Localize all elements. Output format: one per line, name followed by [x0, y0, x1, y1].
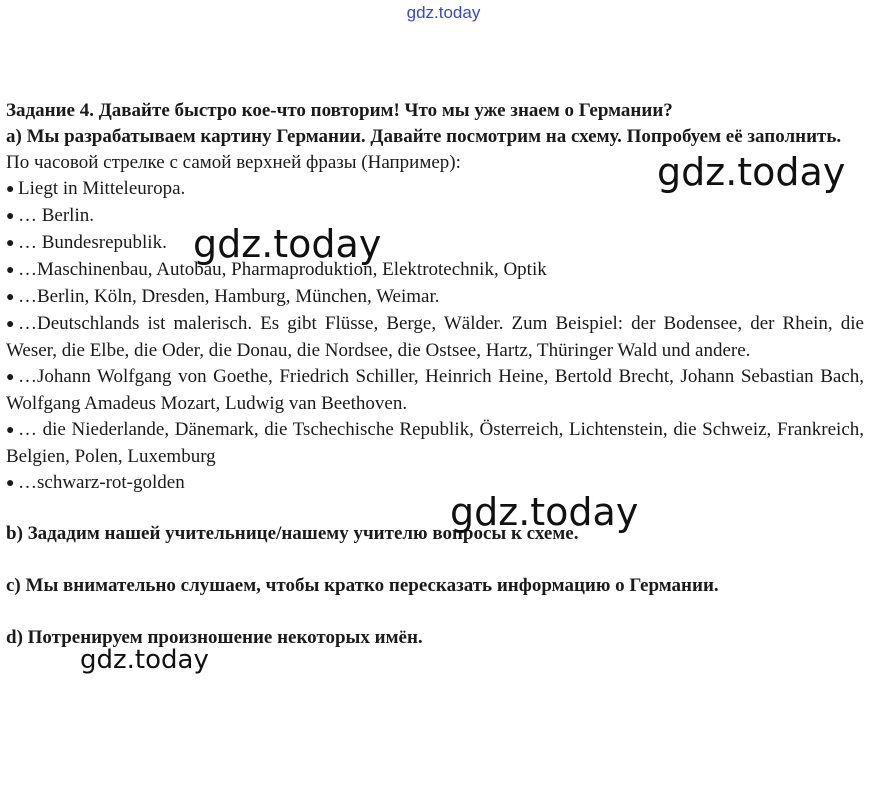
- watermark-text: gdz.today: [657, 150, 846, 194]
- bullet-dot-icon: ●: [6, 423, 15, 438]
- bullet-dot-icon: ●: [6, 182, 15, 197]
- list-item: [6, 203, 864, 230]
- task-instruction: По часовой стрелке с самой верхней фразы (Например):: [6, 152, 461, 173]
- spacer: [6, 497, 864, 521]
- list-item-text: … die Niederlande, Dänemark, die Tschechische Republik, Österreich, Lichtenstein, die Schweiz, Frankreich, Belgien, Polen, Luxemburg: [6, 419, 864, 467]
- watermark-text: gdz.today: [193, 222, 382, 266]
- list-item: [6, 364, 864, 417]
- list-item-text: …Deutschlands ist malerisch. Es gibt Flüsse, Berge, Wälder. Zum Beispiel: der Bodensee, der Rhein, die Weser, die Elbe, die Oder, die Donau, die Nordsee, die Ostsee, Hartz, Thüringer Wald und andere.: [6, 313, 864, 361]
- bullet-dot-icon: ●: [6, 290, 15, 305]
- list-item: [6, 311, 864, 364]
- list-item-text: … Berlin.: [18, 205, 94, 226]
- bullet-dot-icon: ●: [6, 370, 15, 385]
- list-item-text: … Bundesrepublik.: [18, 232, 167, 253]
- list-item-text: …schwarz-rot-golden: [18, 472, 185, 493]
- list-item: [6, 284, 864, 311]
- site-watermark-header: gdz.today: [406, 3, 481, 22]
- list-item: [6, 417, 864, 470]
- bullet-dot-icon: ●: [6, 317, 15, 332]
- bullet-dot-icon: ●: [6, 263, 15, 278]
- list-item: [6, 230, 864, 257]
- list-item-text: Liegt in Mitteleuropa.: [18, 178, 186, 199]
- spacer: [6, 547, 864, 573]
- spacer: [6, 599, 864, 625]
- bullet-dot-icon: ●: [6, 236, 15, 251]
- task-title: Задание 4. Давайте быстро кое-что повторим! Что мы уже знаем о Германии?: [6, 100, 673, 121]
- task-part-d: d) Потренируем произношение некоторых имён.: [6, 627, 423, 648]
- watermark-text: gdz.today: [450, 490, 639, 534]
- bullet-dot-icon: ●: [6, 209, 15, 224]
- watermark-text: gdz.today: [80, 645, 209, 675]
- list-item: [6, 257, 864, 284]
- list-item-text: …Maschinenbau, Autobau, Pharmaproduktion, Elektrotechnik, Optik: [18, 259, 547, 280]
- task-part-a: а) Мы разрабатываем картину Германии. Давайте посмотрим на схему. Попробуем её заполнить.: [6, 126, 842, 147]
- list-item-text: …Johann Wolfgang von Goethe, Friedrich Schiller, Heinrich Heine, Bertold Brecht, Johann Sebastian Bach, Wolfgang Amadeus Mozart, Ludwig van Beethoven.: [6, 366, 864, 414]
- task-part-c: c) Мы внимательно слушаем, чтобы кратко пересказать информацию о Германии.: [6, 575, 719, 596]
- list-item: [6, 470, 864, 497]
- bullet-list: [6, 176, 864, 497]
- task-part-b: b) Зададим нашей учительнице/нашему учителю вопросы к схеме.: [6, 523, 579, 544]
- bullet-dot-icon: ●: [6, 476, 15, 491]
- list-item-text: …Berlin, Köln, Dresden, Hamburg, München, Weimar.: [18, 286, 440, 307]
